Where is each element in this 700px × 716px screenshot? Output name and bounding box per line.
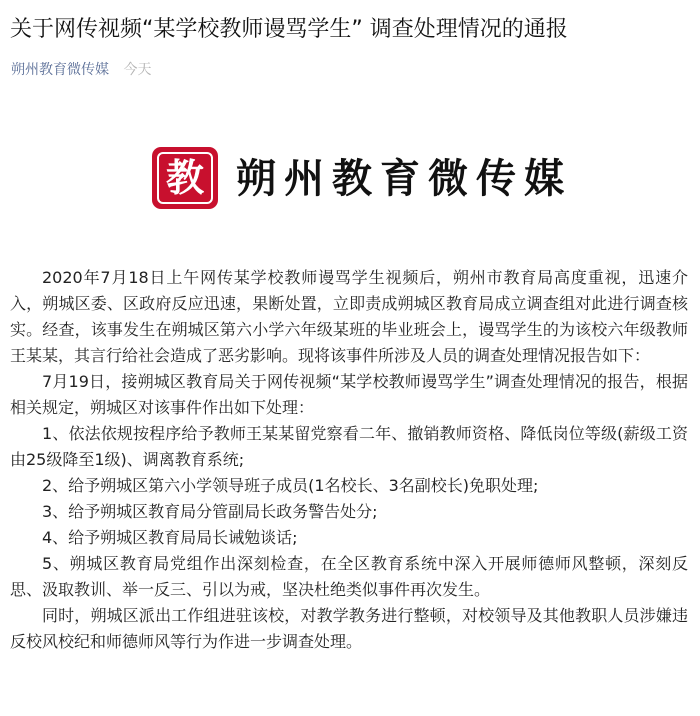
paragraph-item-5: 5、朔城区教育局党组作出深刻检查，在全区教育系统中深入开展师德师风整顿，深刻反思、汲取教训、举一反三、引以为戒，坚决杜绝类似事件再次发生。 [10, 554, 688, 599]
article-body [10, 265, 688, 655]
paragraph-item-2: 2、给予朔城区第六小学领导班子成员(1名校长、3名副校长)免职处理; [42, 476, 539, 495]
account-name-link[interactable]: 朔州教育微传媒 [11, 62, 109, 78]
publish-time: 今天 [123, 62, 152, 78]
seal-character: 教 [157, 152, 213, 204]
paragraph-item-1: 1、依法依规按程序给予教师王某某留党察看二年、撤销教师资格、降低岗位等级(薪级工资由25级降至1级)、调离教育系统; [10, 424, 688, 469]
seal-logo-icon [152, 147, 218, 209]
article-meta [11, 60, 151, 80]
paragraph-item-4: 4、给予朔城区教育局局长诫勉谈话; [42, 528, 298, 547]
paragraph-item-3: 3、给予朔城区教育局分管副局长政务警告处分; [42, 502, 378, 521]
paragraph-conclusion: 同时，朔城区派出工作组进驻该校，对教学教务进行整顿，对校领导及其他教职人员涉嫌违反校风校纪和师德师风等行为作进一步调查处理。 [10, 606, 688, 651]
paragraph-intro: 2020年7月18日上午网传某学校教师谩骂学生视频后，朔州市教育局高度重视，迅速介入，朔城区委、区政府反应迅速，果断处置，立即责成朔城区教育局成立调查组对此进行调查核实。经查，该事发生在朔城区第六小学六年级某班的毕业班会上，谩骂学生的为该校六年级教师王某某，其言行给社会造成了恶劣影响。现将该事件所涉及人员的调查处理情况报告如下： [10, 268, 688, 365]
paragraph-decision: 7月19日，接朔城区教育局关于网传视频“某学校教师谩骂学生”调查处理情况的报告，根据相关规定，朔城区对该事件作出如下处理： [10, 372, 688, 417]
article-title: 关于网传视频“某学校教师谩骂学生” 调查处理情况的通报 [10, 17, 568, 42]
brand-logo-text: 朔州教育微传媒 [236, 155, 572, 202]
